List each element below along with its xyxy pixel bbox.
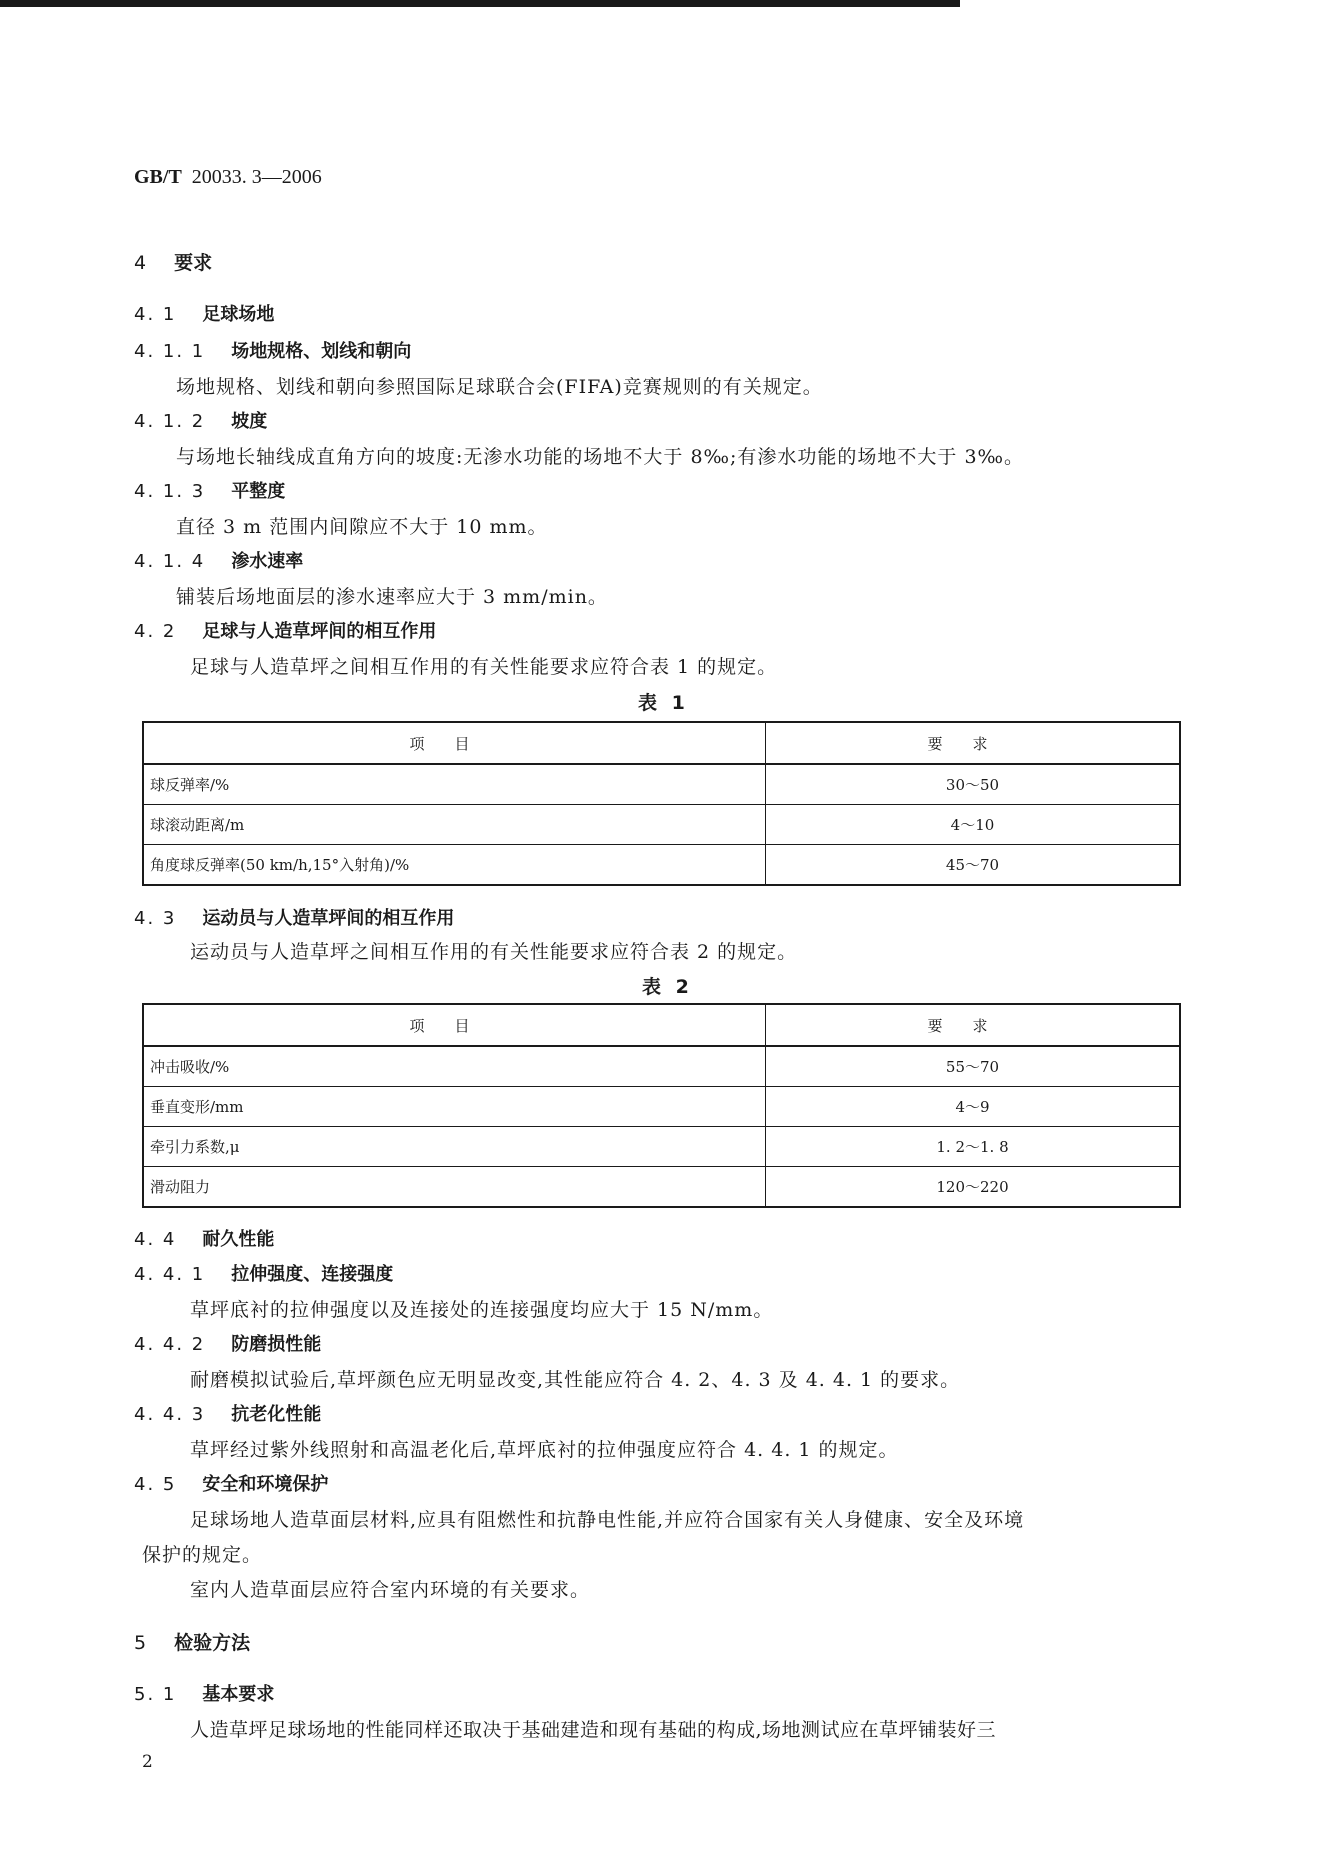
section-4-heading: 4 要求 bbox=[134, 252, 213, 274]
table-row bbox=[143, 1127, 1180, 1167]
table-cell-value: 45～70 bbox=[766, 845, 1181, 886]
section-4-2-text: 足球与人造草坪之间相互作用的有关性能要求应符合表 1 的规定。 bbox=[190, 656, 778, 678]
table-cell-value: 4～9 bbox=[766, 1087, 1181, 1127]
section-4-5-heading: 4. 5 安全和环境保护 bbox=[134, 1474, 329, 1495]
section-4-1-1-text: 场地规格、划线和朝向参照国际足球联合会(FIFA)竞赛规则的有关规定。 bbox=[176, 376, 823, 398]
table-cell-item: 垂直变形/mm bbox=[143, 1087, 766, 1127]
section-4-4-heading: 4. 4 耐久性能 bbox=[134, 1229, 275, 1250]
table-cell-item: 球滚动距离/m bbox=[143, 805, 766, 845]
section-4-4-3-heading: 4. 4. 3 抗老化性能 bbox=[134, 1404, 322, 1425]
section-4-1-heading: 4. 1 足球场地 bbox=[134, 304, 275, 325]
table-cell-item: 球反弹率/% bbox=[143, 764, 766, 805]
table-cell-item: 冲击吸收/% bbox=[143, 1046, 766, 1087]
section-4-3-text: 运动员与人造草坪之间相互作用的有关性能要求应符合表 2 的规定。 bbox=[190, 941, 798, 963]
section-5-1-heading: 5. 1 基本要求 bbox=[134, 1684, 275, 1705]
section-4-1-3-text: 直径 3 m 范围内间隙应不大于 10 mm。 bbox=[176, 516, 548, 538]
table-row bbox=[143, 764, 1180, 805]
section-5-heading: 5 检验方法 bbox=[134, 1632, 251, 1654]
code-number: 20033. 3—2006 bbox=[191, 166, 322, 188]
top-rule bbox=[0, 0, 960, 7]
section-4-4-3-text: 草坪经过紫外线照射和高温老化后,草坪底衬的拉伸强度应符合 4. 4. 1 的规定。 bbox=[190, 1439, 899, 1461]
section-4-1-4-heading: 4. 1. 4 渗水速率 bbox=[134, 551, 304, 572]
table-2 bbox=[142, 1003, 1181, 1208]
table-1 bbox=[142, 721, 1181, 886]
section-4-4-2-text: 耐磨模拟试验后,草坪颜色应无明显改变,其性能应符合 4. 2、4. 3 及 4. 4. 1 的要求。 bbox=[190, 1369, 961, 1391]
table-1-header-item: 项目 bbox=[143, 722, 766, 764]
table-1-header-requirement: 要求 bbox=[766, 722, 1181, 764]
table-row bbox=[143, 805, 1180, 845]
section-4-1-2-heading: 4. 1. 2 坡度 bbox=[134, 411, 268, 432]
section-5-1-text: 人造草坪足球场地的性能同样还取决于基础建造和现有基础的构成,场地测试应在草坪铺装好三 bbox=[190, 1719, 997, 1741]
table-cell-value: 120～220 bbox=[766, 1167, 1181, 1208]
table-2-header-requirement: 要求 bbox=[766, 1004, 1181, 1046]
table-cell-value: 1. 2～1. 8 bbox=[766, 1127, 1181, 1167]
table-cell-value: 4～10 bbox=[766, 805, 1181, 845]
section-4-1-1-heading: 4. 1. 1 场地规格、划线和朝向 bbox=[134, 341, 412, 362]
table-cell-value: 55～70 bbox=[766, 1046, 1181, 1087]
section-4-1-4-text: 铺装后场地面层的渗水速率应大于 3 mm/min。 bbox=[176, 586, 608, 608]
page-number: 2 bbox=[142, 1752, 153, 1772]
section-4-4-1-text: 草坪底衬的拉伸强度以及连接处的连接强度均应大于 15 N/mm。 bbox=[190, 1299, 774, 1321]
section-4-5-text-line2: 保护的规定。 bbox=[142, 1544, 263, 1566]
section-4-5-text-line1: 足球场地人造草面层材料,应具有阻燃性和抗静电性能,并应符合国家有关人身健康、安全及环境 bbox=[190, 1509, 1025, 1531]
table-1-caption: 表 1 bbox=[638, 692, 689, 714]
table-row bbox=[143, 1167, 1180, 1208]
document-code bbox=[134, 166, 322, 189]
section-4-2-heading: 4. 2 足球与人造草坪间的相互作用 bbox=[134, 621, 437, 642]
table-row bbox=[143, 1046, 1180, 1087]
table-row bbox=[143, 845, 1180, 886]
code-prefix: GB/T bbox=[134, 166, 182, 188]
section-4-4-2-heading: 4. 4. 2 防磨损性能 bbox=[134, 1334, 322, 1355]
table-2-caption: 表 2 bbox=[642, 976, 693, 998]
table-cell-item: 牵引力系数,μ bbox=[143, 1127, 766, 1167]
section-4-4-1-heading: 4. 4. 1 拉伸强度、连接强度 bbox=[134, 1264, 394, 1285]
section-4-5-text2: 室内人造草面层应符合室内环境的有关要求。 bbox=[190, 1579, 591, 1601]
section-4-1-3-heading: 4. 1. 3 平整度 bbox=[134, 481, 286, 502]
table-row bbox=[143, 1087, 1180, 1127]
table-cell-value: 30～50 bbox=[766, 764, 1181, 805]
table-cell-item: 角度球反弹率(50 km/h,15°入射角)/% bbox=[143, 845, 766, 886]
table-cell-item: 滑动阻力 bbox=[143, 1167, 766, 1208]
section-4-3-heading: 4. 3 运动员与人造草坪间的相互作用 bbox=[134, 908, 455, 929]
table-2-header-item: 项目 bbox=[143, 1004, 766, 1046]
section-4-1-2-text: 与场地长轴线成直角方向的坡度:无渗水功能的场地不大于 8‰;有渗水功能的场地不大于 3‰。 bbox=[176, 446, 1025, 468]
